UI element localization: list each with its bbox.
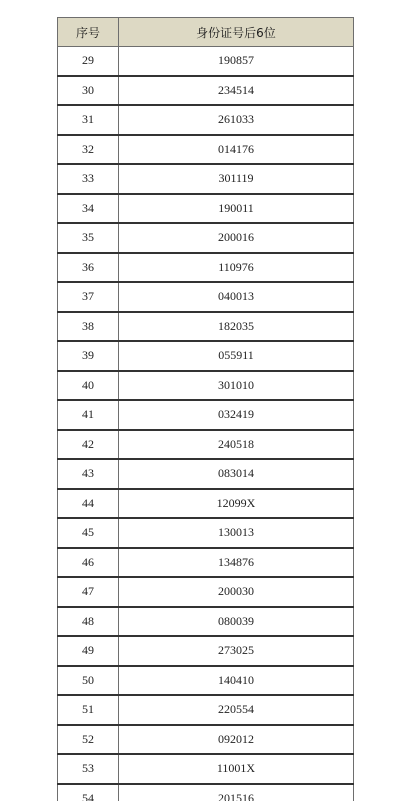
- table-body: [58, 47, 354, 801]
- serial-number-cell: 37: [58, 282, 119, 312]
- serial-number-cell: 47: [58, 577, 119, 607]
- serial-number-cell: 42: [58, 430, 119, 460]
- id-last-six-cell: 110976: [119, 253, 354, 283]
- id-last-six-cell: 240518: [119, 430, 354, 460]
- serial-number-cell: 40: [58, 371, 119, 401]
- serial-number-cell: 45: [58, 518, 119, 548]
- id-last-six-cell: 12099X: [119, 489, 354, 519]
- table-row: [58, 194, 354, 224]
- id-last-six-cell: 200030: [119, 577, 354, 607]
- column-header-serial-number: 序号: [58, 18, 119, 47]
- table-row: [58, 164, 354, 194]
- id-last-six-cell: 273025: [119, 636, 354, 666]
- serial-number-cell: 30: [58, 76, 119, 106]
- table-row: [58, 784, 354, 801]
- id-last-six-cell: 040013: [119, 282, 354, 312]
- id-last-six-cell: 201516: [119, 784, 354, 801]
- serial-number-cell: 34: [58, 194, 119, 224]
- serial-number-cell: 33: [58, 164, 119, 194]
- serial-number-cell: 35: [58, 223, 119, 253]
- table-row: [58, 282, 354, 312]
- id-last-six-cell: 190857: [119, 47, 354, 76]
- id-last-six-cell: 190011: [119, 194, 354, 224]
- id-last-six-cell: 134876: [119, 548, 354, 578]
- table-row: [58, 666, 354, 696]
- id-last-six-cell: 11001X: [119, 754, 354, 784]
- table-row: [58, 607, 354, 637]
- id-last-six-cell: 083014: [119, 459, 354, 489]
- id-last-six-cell: 234514: [119, 76, 354, 106]
- id-number-table: [57, 17, 354, 801]
- serial-number-cell: 29: [58, 47, 119, 76]
- table-row: [58, 725, 354, 755]
- id-last-six-cell: 140410: [119, 666, 354, 696]
- serial-number-cell: 49: [58, 636, 119, 666]
- table-row: [58, 636, 354, 666]
- id-last-six-cell: 014176: [119, 135, 354, 165]
- serial-number-cell: 51: [58, 695, 119, 725]
- serial-number-cell: 43: [58, 459, 119, 489]
- table-row: [58, 518, 354, 548]
- id-last-six-cell: 055911: [119, 341, 354, 371]
- serial-number-cell: 54: [58, 784, 119, 801]
- id-last-six-cell: 080039: [119, 607, 354, 637]
- id-last-six-cell: 301010: [119, 371, 354, 401]
- id-last-six-cell: 130013: [119, 518, 354, 548]
- table-row: [58, 105, 354, 135]
- serial-number-cell: 31: [58, 105, 119, 135]
- table-row: [58, 695, 354, 725]
- id-last-six-cell: 032419: [119, 400, 354, 430]
- table-header-row: [58, 18, 354, 47]
- column-header-id-last-six: 身份证号后6位: [119, 18, 354, 47]
- serial-number-cell: 48: [58, 607, 119, 637]
- table-row: [58, 253, 354, 283]
- serial-number-cell: 41: [58, 400, 119, 430]
- serial-number-cell: 52: [58, 725, 119, 755]
- table-row: [58, 47, 354, 76]
- serial-number-cell: 53: [58, 754, 119, 784]
- serial-number-cell: 32: [58, 135, 119, 165]
- serial-number-cell: 38: [58, 312, 119, 342]
- serial-number-cell: 44: [58, 489, 119, 519]
- id-last-six-cell: 220554: [119, 695, 354, 725]
- id-last-six-cell: 200016: [119, 223, 354, 253]
- serial-number-cell: 50: [58, 666, 119, 696]
- table-row: [58, 76, 354, 106]
- id-last-six-cell: 092012: [119, 725, 354, 755]
- table-row: [58, 341, 354, 371]
- table-row: [58, 754, 354, 784]
- table-row: [58, 371, 354, 401]
- id-last-six-cell: 261033: [119, 105, 354, 135]
- table-row: [58, 223, 354, 253]
- table-row: [58, 489, 354, 519]
- table-row: [58, 459, 354, 489]
- serial-number-cell: 36: [58, 253, 119, 283]
- table-row: [58, 135, 354, 165]
- table-row: [58, 577, 354, 607]
- id-last-six-cell: 182035: [119, 312, 354, 342]
- table-row: [58, 400, 354, 430]
- table-row: [58, 312, 354, 342]
- serial-number-cell: 39: [58, 341, 119, 371]
- id-last-six-cell: 301119: [119, 164, 354, 194]
- serial-number-cell: 46: [58, 548, 119, 578]
- table-row: [58, 430, 354, 460]
- table-row: [58, 548, 354, 578]
